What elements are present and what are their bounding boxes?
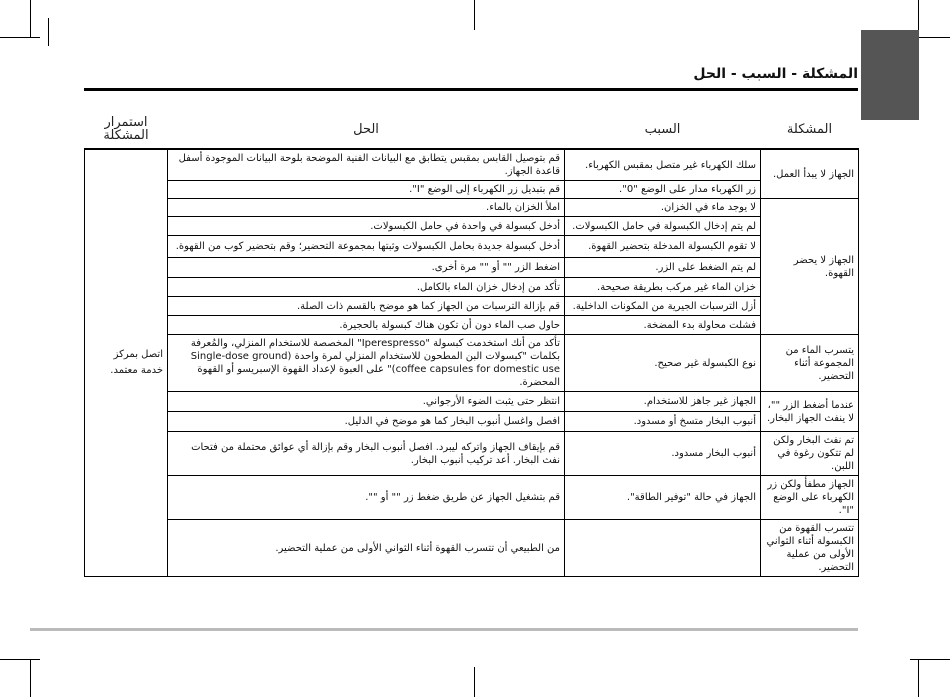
- cause-cell: أزل الترسبات الجيرية من المكونات الداخلية.: [565, 297, 761, 316]
- solution-cell: حاول صب الماء دون أن تكون هناك كبسولة بالحجيرة.: [168, 316, 565, 335]
- crop-mark: [0, 659, 40, 660]
- crop-mark: [48, 18, 49, 46]
- solution-cell: قم بتبديل زر الكهرباء إلى الوضع "I".: [168, 181, 565, 199]
- header-divider: [84, 88, 858, 91]
- cause-cell: زر الكهرباء مدار على الوضع "0".: [565, 181, 761, 199]
- crop-mark: [910, 659, 950, 660]
- solution-cell: من الطبيعي أن تتسرب القهوة أثناء الثواني الأولى من عملية التحضير.: [168, 520, 565, 577]
- cause-cell: سلك الكهرباء غير متصل بمقبس الكهرباء.: [565, 149, 761, 181]
- crop-mark: [0, 37, 40, 38]
- column-header-cause: السبب: [565, 112, 761, 149]
- solution-cell: قم بإيقاف الجهاز واتركه ليبرد. افصل أنبوب البخار وقم بإزالة أي عوائق محتملة من فتحات نفث البخار. أعد تركيب أنبوب البخار.: [168, 432, 565, 476]
- solution-cell: املأ الخزان بالماء.: [168, 199, 565, 217]
- troubleshooting-table: [84, 112, 859, 577]
- cause-cell: فشلت محاولة بدء المضخة.: [565, 316, 761, 335]
- cause-cell: لا تقوم الكبسولة المدخلة بتحضير القهوة.: [565, 236, 761, 258]
- column-header-persist: استمرار المشكلة: [85, 112, 168, 149]
- solution-cell: تأكد من أنك استخدمت كبسولة "Iperespresso" المخصصة للاستخدام المنزلي، والمُعرفة بكلمات "كبسولات البن المطحون للاستخدام المنزلي لمرة واحدة (Single-dose ground coffee capsules for domestic use)" على العبوة لإعداد القهوة الإسبريسو أو القهوة المحضرة.: [168, 335, 565, 392]
- solution-cell: أدخل كبسولة في واحدة في حامل الكبسولات.: [168, 217, 565, 236]
- footer-divider: [30, 628, 858, 631]
- cause-cell: لم يتم إدخال الكبسولة في حامل الكبسولات.: [565, 217, 761, 236]
- problem-cell: الجهاز لا يبدأ العمل.: [761, 149, 859, 199]
- cause-cell: خزان الماء غير مركب بطريقة صحيحة.: [565, 278, 761, 297]
- problem-cell: الجهاز مطفأ ولكن زر الكهرباء على الوضع "I".: [761, 476, 859, 520]
- crop-mark: [30, 659, 31, 697]
- problem-cell: تتسرب القهوة من الكبسولة أثناء الثواني الأولى من عملية التحضير.: [761, 520, 859, 577]
- column-header-solution: الحل: [168, 112, 565, 149]
- solution-cell: افصل واغسل أنبوب البخار كما هو موضح في الدليل.: [168, 412, 565, 432]
- problem-cell: عندما أضغط الزر ""، لا ينفث الجهاز البخار.: [761, 392, 859, 432]
- solution-cell: تأكد من إدخال خزان الماء بالكامل.: [168, 278, 565, 297]
- problem-cell: الجهاز لا يحضر القهوة.: [761, 199, 859, 335]
- cause-cell: الجهاز غير جاهز للاستخدام.: [565, 392, 761, 412]
- problem-cell: يتسرب الماء من المجموعة أثناء التحضير.: [761, 335, 859, 392]
- cause-cell: [565, 520, 761, 577]
- cause-cell: أنبوب البخار متسخ أو مسدود.: [565, 412, 761, 432]
- persist-cell: اتصل بمركز خدمة معتمد.: [85, 149, 168, 577]
- section-tab-marker: [861, 30, 919, 120]
- crop-mark: [30, 0, 31, 38]
- solution-cell: قم بتشغيل الجهاز عن طريق ضغط زر "" أو "".: [168, 476, 565, 520]
- cause-cell: أنبوب البخار مسدود.: [565, 432, 761, 476]
- solution-cell: قم بتوصيل القابس بمقبس يتطابق مع البيانات الفنية الموضحة بلوحة البيانات الموجودة أسفل قاعدة الجهاز.: [168, 149, 565, 181]
- crop-mark: [474, 667, 475, 697]
- cause-cell: لا يوجد ماء في الخزان.: [565, 199, 761, 217]
- solution-cell: اضغط الزر "" أو "" مرة أخرى.: [168, 258, 565, 278]
- crop-mark: [918, 659, 919, 697]
- problem-cell: تم نفث البخار ولكن لم تتكون رغوة في اللبن.: [761, 432, 859, 476]
- solution-cell: قم بإزالة الترسبات من الجهاز كما هو موضح بالقسم ذات الصلة.: [168, 297, 565, 316]
- cause-cell: لم يتم الضغط على الزر.: [565, 258, 761, 278]
- solution-cell: أدخل كبسولة جديدة بحامل الكبسولات وثبتها بمجموعة التحضير؛ وقم بتحضير كوب من القهوة.: [168, 236, 565, 258]
- solution-cell: انتظر حتى يثبت الضوء الأرجواني.: [168, 392, 565, 412]
- crop-mark: [474, 0, 475, 30]
- cause-cell: الجهاز في حالة "توفير الطاقة".: [565, 476, 761, 520]
- page-title: المشكلة - السبب - الحل: [693, 66, 858, 82]
- column-header-problem: المشكلة: [761, 112, 859, 149]
- cause-cell: نوع الكبسولة غير صحيح.: [565, 335, 761, 392]
